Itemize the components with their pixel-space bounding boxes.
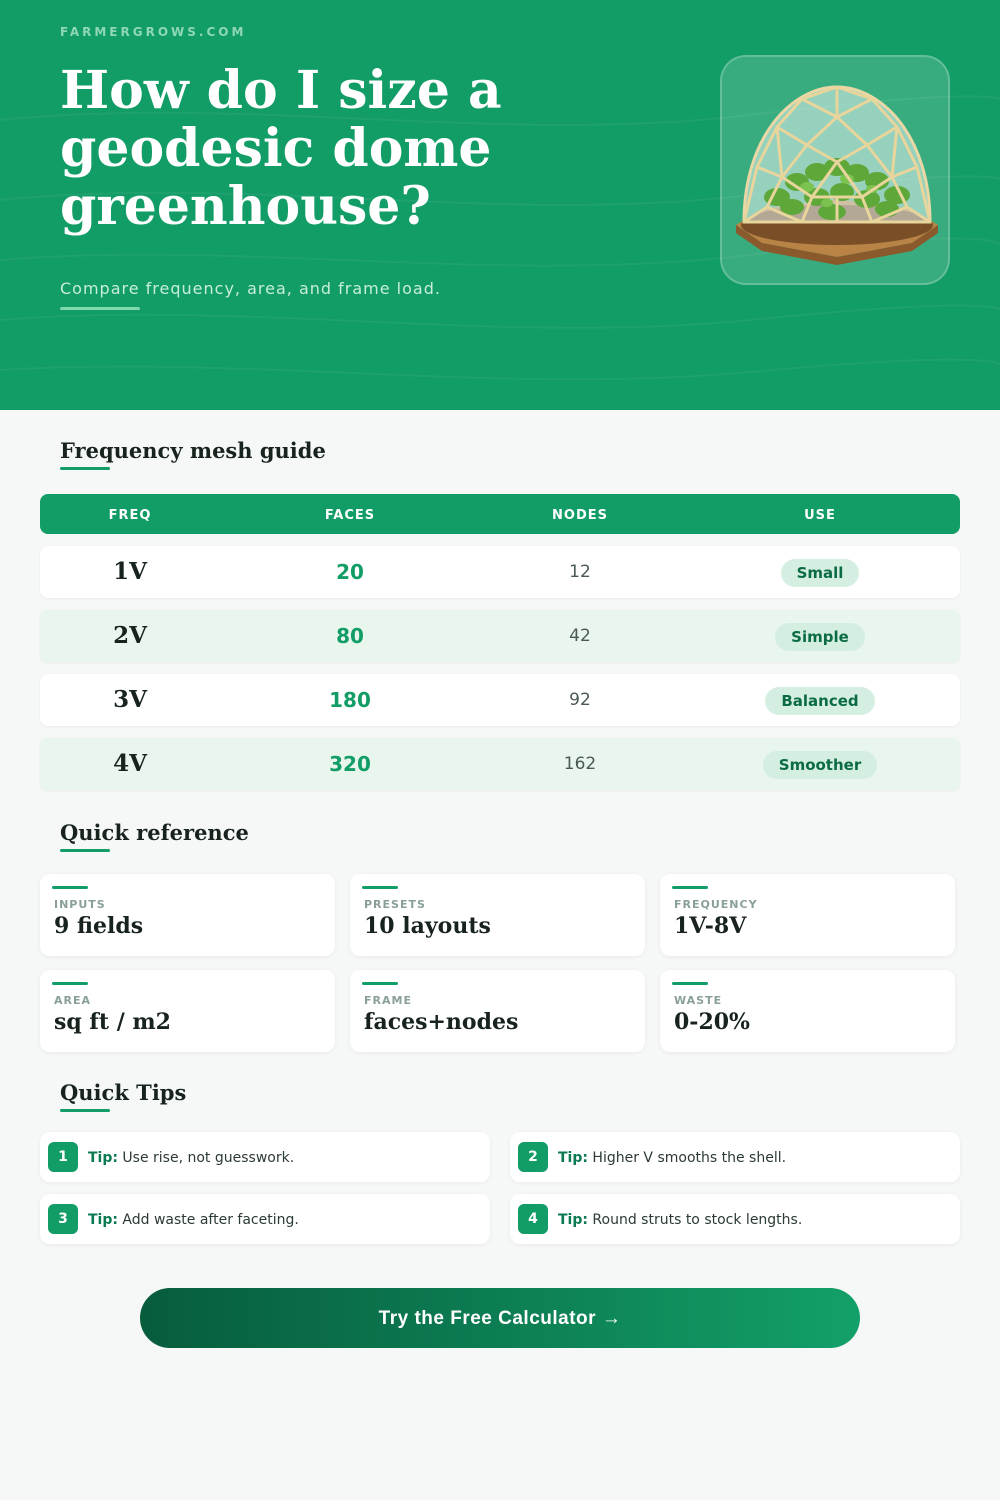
- use-badge: Small: [781, 559, 860, 587]
- tip-card: [40, 1132, 490, 1182]
- card-value: 1V-8V: [674, 913, 747, 939]
- tip-text: Higher V smooths the shell.: [592, 1150, 787, 1166]
- card-value: 9 fields: [54, 913, 144, 939]
- tip-card: [40, 1194, 490, 1244]
- try-calculator-button[interactable]: Try the Free Calculator →: [140, 1288, 860, 1348]
- row-faces: 80: [336, 624, 364, 648]
- tip-prefix: Tip:: [558, 1212, 588, 1228]
- header-freq: FREQ: [108, 508, 152, 523]
- card-value: 0-20%: [674, 1009, 750, 1035]
- tip-text: Use rise, not guesswork.: [122, 1150, 295, 1166]
- row-freq: 4V: [113, 750, 147, 777]
- card-accent: [672, 982, 708, 985]
- reference-card-frame: [350, 970, 645, 1052]
- reference-card-presets: [350, 874, 645, 956]
- use-badge: Simple: [775, 623, 865, 651]
- reference-card-inputs: [40, 874, 335, 956]
- tip-text: Round struts to stock lengths.: [592, 1212, 803, 1228]
- tip-prefix: Tip:: [88, 1150, 118, 1166]
- hero-banner: [0, 0, 1000, 410]
- quick-tips-underline: [60, 1109, 110, 1112]
- row-faces: 320: [329, 752, 371, 776]
- table-row: [40, 738, 960, 790]
- row-nodes: 42: [569, 626, 591, 646]
- page-title: How do I size a geodesic dome greenhouse?: [60, 60, 502, 237]
- row-faces: 20: [336, 560, 364, 584]
- frequency-table-header: [40, 494, 960, 534]
- tip-number-badge: 3: [48, 1204, 78, 1234]
- card-value: 10 layouts: [364, 913, 491, 939]
- tip-card: [510, 1132, 960, 1182]
- row-freq: 2V: [113, 622, 147, 649]
- card-accent: [672, 886, 708, 889]
- header-nodes: NODES: [552, 508, 608, 523]
- table-row: [40, 610, 960, 662]
- tip-number-badge: 2: [518, 1142, 548, 1172]
- row-nodes: 162: [563, 754, 597, 774]
- table-row: [40, 674, 960, 726]
- row-freq: 3V: [113, 686, 147, 713]
- card-value: faces+nodes: [364, 1009, 519, 1035]
- tip-prefix: Tip:: [88, 1212, 118, 1228]
- tip-number-badge: 1: [48, 1142, 78, 1172]
- card-accent: [52, 982, 88, 985]
- header-use: USE: [804, 508, 836, 523]
- card-label: PRESETS: [364, 898, 426, 911]
- card-label: AREA: [54, 994, 92, 1007]
- brand-name: FARMERGROWS.COM: [60, 25, 247, 39]
- reference-card-area: [40, 970, 335, 1052]
- row-faces: 180: [329, 688, 371, 712]
- tip-number-badge: 4: [518, 1204, 548, 1234]
- frequency-guide-underline: [60, 467, 110, 470]
- quick-reference-title: Quick reference: [60, 820, 249, 845]
- card-accent: [52, 886, 88, 889]
- card-label: INPUTS: [54, 898, 106, 911]
- geodesic-dome-icon: [722, 57, 952, 287]
- use-badge: Smoother: [763, 751, 877, 779]
- table-row: [40, 546, 960, 598]
- card-label: FREQUENCY: [674, 898, 758, 911]
- card-label: FRAME: [364, 994, 412, 1007]
- dome-illustration-card: [720, 55, 950, 285]
- card-label: WASTE: [674, 994, 723, 1007]
- header-faces: FACES: [324, 508, 376, 523]
- row-nodes: 92: [569, 690, 591, 710]
- quick-reference-underline: [60, 849, 110, 852]
- row-freq: 1V: [113, 558, 147, 585]
- reference-card-waste: [660, 970, 955, 1052]
- card-accent: [362, 982, 398, 985]
- subtitle-underline: [60, 307, 140, 310]
- reference-card-frequency: [660, 874, 955, 956]
- card-value: sq ft / m2: [54, 1009, 171, 1035]
- tip-prefix: Tip:: [558, 1150, 588, 1166]
- card-accent: [362, 886, 398, 889]
- page-subtitle: Compare frequency, area, and frame load.: [60, 279, 441, 298]
- tip-text: Add waste after faceting.: [122, 1212, 299, 1228]
- use-badge: Balanced: [765, 687, 874, 715]
- row-nodes: 12: [569, 562, 591, 582]
- quick-tips-title: Quick Tips: [60, 1080, 187, 1105]
- tip-card: [510, 1194, 960, 1244]
- frequency-guide-title: Frequency mesh guide: [60, 438, 326, 463]
